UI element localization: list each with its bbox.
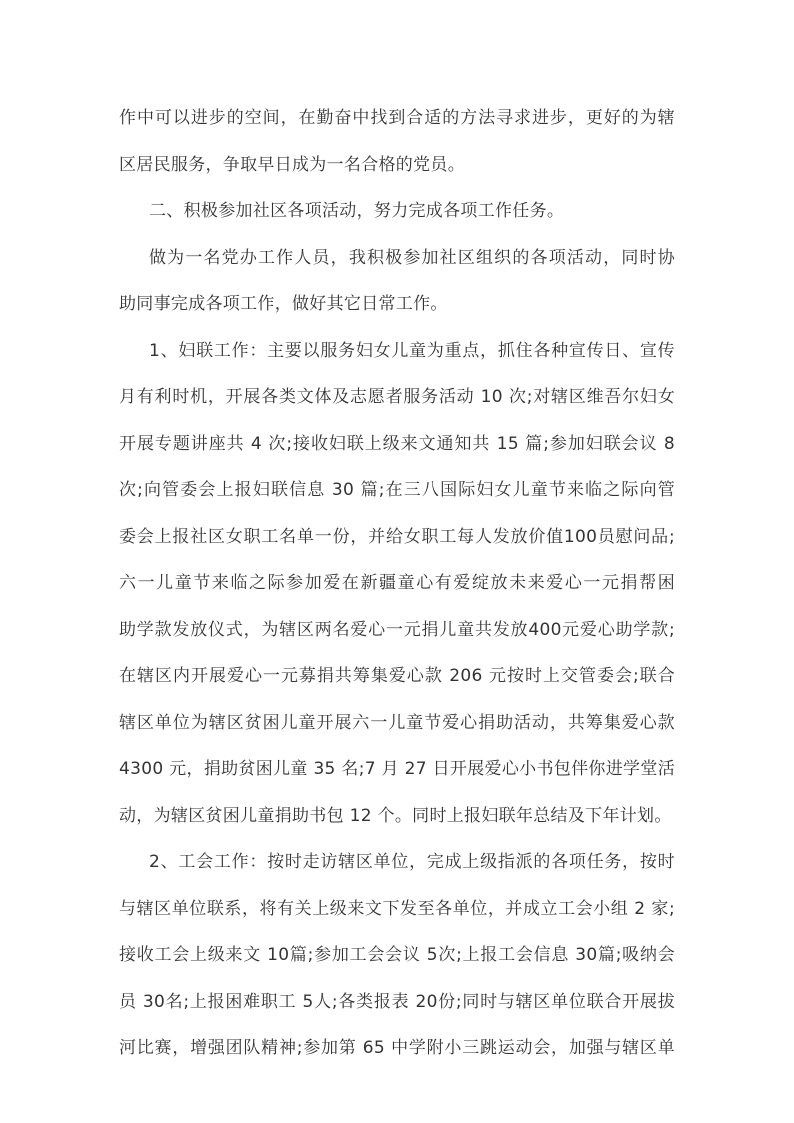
section-heading: 二、积极参加社区各项活动，努力完成各项工作任务。 xyxy=(149,201,565,221)
document-body xyxy=(119,95,675,1072)
text-line: 与辖区单位联系，将有关上级来文下发至各单位，并成立工会小组 2 家; xyxy=(119,898,675,919)
text-line: 区居民服务，争取早日成为一名合格的党员。 xyxy=(119,154,465,175)
text-line: 做为一名党办工作人员，我积极参加社区组织的各项活动，同时协 xyxy=(149,247,675,268)
text-line: 动，为辖区贫困儿童捐助书包 12 个。同时上报妇联年总结及下年计划。 xyxy=(119,805,672,826)
text-line: 作中可以进步的空间，在勤奋中找到合适的方法寻求进步，更好的为辖 xyxy=(119,108,675,128)
text-line: 河比赛，增强团队精神;参加第 65 中学附小三跳运动会，加强与辖区单 xyxy=(119,1038,675,1058)
text-line: 月有利时机，开展各类文体及志愿者服务活动 10 次;对辖区维吾尔妇女 xyxy=(119,387,675,407)
text-line: 次;向管委会上报妇联信息 30 篇;在三八国际妇女儿童节来临之际向管 xyxy=(119,480,675,500)
text-line: 辖区单位为辖区贫困儿童开展六一儿童节爱心捐助活动，共筹集爱心款 xyxy=(119,712,675,733)
text-line: 2、工会工作：按时走访辖区单位，完成上级指派的各项任务，按时 xyxy=(149,852,675,872)
text-line: 六一儿童节来临之际参加爱在新疆童心有爱绽放未来爱心一元捐帮困 xyxy=(119,573,675,593)
text-line: 助同事完成各项工作，做好其它日常工作。 xyxy=(119,294,448,314)
text-line: 接收工会上级来文 10篇;参加工会会议 5次;上报工会信息 30篇;吸纳会 xyxy=(119,945,675,965)
text-line: 4300 元，捐助贫困儿童 35 名;7 月 27 日开展爱心小书包伴你进学堂活 xyxy=(119,759,675,779)
text-line: 1、妇联工作：主要以服务妇女儿童为重点，抓住各种宣传日、宣传 xyxy=(149,340,675,361)
text-line: 在辖区内开展爱心一元募捐共筹集爱心款 206 元按时上交管委会;联合 xyxy=(119,666,675,686)
text-line: 助学款发放仪式，为辖区两名爱心一元捐儿童共发放400元爱心助学款; xyxy=(119,619,675,640)
text-line: 开展专题讲座共 4 次;接收妇联上级来文通知共 15 篇;参加妇联会议 8 xyxy=(119,433,675,454)
text-line: 员 30名;上报困难职工 5人;各类报表 20份;同时与辖区单位联合开展拔 xyxy=(119,991,675,1012)
text-line: 委会上报社区女职工名单一份，并给女职工每人发放价值100员慰问品; xyxy=(119,526,675,547)
